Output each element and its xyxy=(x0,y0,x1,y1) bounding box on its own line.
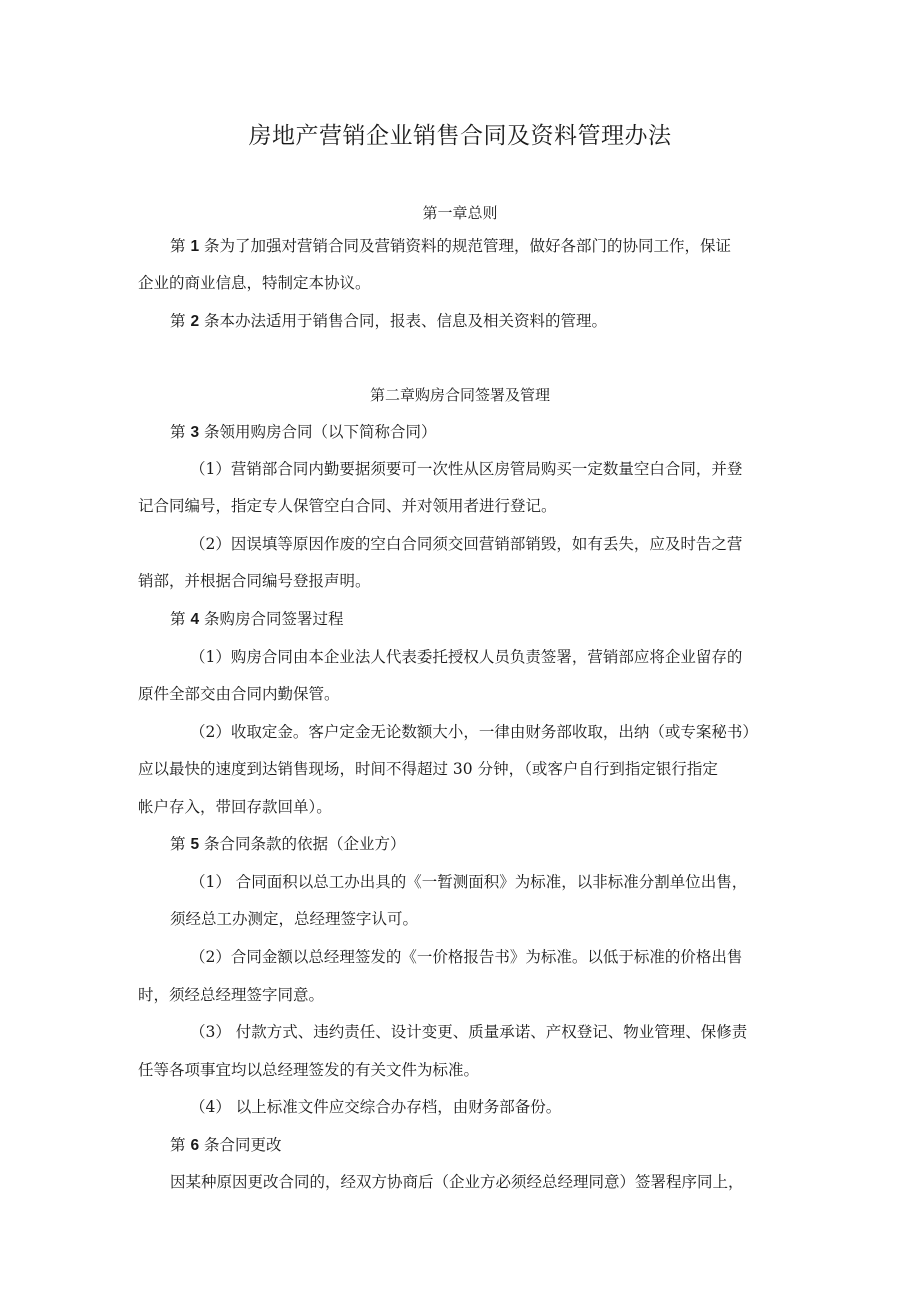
article-2-prefix: 第 xyxy=(170,312,186,330)
article-6-body-line-1: 因某种原因更改合同的，经双方协商后（企业方必须经总经理同意）签署程序同上， xyxy=(170,1173,744,1191)
article-6-title: 条合同更改 xyxy=(204,1136,282,1154)
article-5-item-1-line-2: 须经总工办测定，总经理签字认可。 xyxy=(170,910,419,928)
article-5-item-3-line-1: （3） 付款方式、违约责任、设计变更、质量承诺、产权登记、物业管理、保修责 xyxy=(190,1023,748,1041)
article-6-heading xyxy=(170,1135,282,1156)
article-2-text: 条本办法适用于销售合同，报表、信息及相关资料的管理。 xyxy=(204,312,608,330)
article-3-title: 条领用购房合同（以下简称合同） xyxy=(204,423,437,441)
article-5-prefix: 第 xyxy=(170,835,186,853)
article-3-number: 3 xyxy=(190,424,200,441)
article-5-heading xyxy=(170,834,406,855)
chapter-1-heading: 第一章总则 xyxy=(422,204,498,222)
document-title: 房地产营销企业销售合同及资料管理办法 xyxy=(248,123,672,149)
article-1-text: 条为了加强对营销合同及营销资料的规范管理，做好各部门的协同工作，保证 xyxy=(204,237,732,255)
article-3-prefix: 第 xyxy=(170,423,186,441)
article-4-item-1-line-2: 原件全部交由合同内勤保管。 xyxy=(138,685,340,703)
article-4-item-2-line-1: （2）收取定金。客户定金无论数额大小，一律由财务部收取，出纳（或专案秘书） xyxy=(190,723,758,741)
article-2-number: 2 xyxy=(190,313,200,330)
article-1-line-2: 企业的商业信息，特制定本协议。 xyxy=(138,274,371,292)
article-3-item-2-line-2: 销部，并根据合同编号登报声明。 xyxy=(138,572,371,590)
article-6-number: 6 xyxy=(190,1137,200,1154)
article-4-number: 4 xyxy=(190,611,200,628)
article-3-item-1-line-1: （1）营销部合同内勤要据须要可一次性从区房管局购买一定数量空白合同，并登 xyxy=(190,460,743,478)
article-4-heading xyxy=(170,609,344,630)
article-3-item-2-line-1: （2）因误填等原因作废的空白合同须交回营销部销毁，如有丢失，应及时告之营 xyxy=(190,535,743,553)
article-4-item-1-line-1: （1）购房合同由本企业法人代表委托授权人员负责签署，营销部应将企业留存的 xyxy=(190,648,743,666)
article-4-title: 条购房合同签署过程 xyxy=(204,610,344,628)
article-4-item-2-line-2: 应以最快的速度到达销售现场，时间不得超过 30 分钟，（或客户自行到指定银行指定 xyxy=(138,760,718,778)
article-5-item-2-line-2: 时，须经总经理签字同意。 xyxy=(138,986,325,1004)
article-3-heading xyxy=(170,422,437,443)
article-5-item-1-line-1: （1） 合同面积以总工办出具的《一暂测面积》为标准，以非标准分割单位出售， xyxy=(190,873,748,891)
article-5-number: 5 xyxy=(190,836,200,853)
article-4-prefix: 第 xyxy=(170,610,186,628)
article-4-item-2-line-3: 帐户存入，带回存款回单）。 xyxy=(138,798,332,816)
chapter-2-heading: 第二章购房合同签署及管理 xyxy=(369,386,550,404)
article-1-prefix: 第 xyxy=(170,237,186,255)
article-5-item-3-line-2: 任等各项事宜均以总经理签发的有关文件为标准。 xyxy=(138,1061,480,1079)
article-5-item-4-line-1: （4） 以上标准文件应交综合办存档，由财务部备份。 xyxy=(190,1098,562,1116)
article-5-title: 条合同条款的依据（企业方） xyxy=(204,835,406,853)
article-2-line-1 xyxy=(170,311,607,332)
article-3-item-1-line-2: 记合同编号，指定专人保管空白合同、并对领用者进行登记。 xyxy=(138,497,557,515)
article-1-line-1 xyxy=(170,236,731,257)
article-6-prefix: 第 xyxy=(170,1136,186,1154)
article-5-item-2-line-1: （2）合同金额以总经理签发的《一价格报告书》为标准。以低于标准的价格出售 xyxy=(190,948,743,966)
article-1-number: 1 xyxy=(190,238,200,255)
